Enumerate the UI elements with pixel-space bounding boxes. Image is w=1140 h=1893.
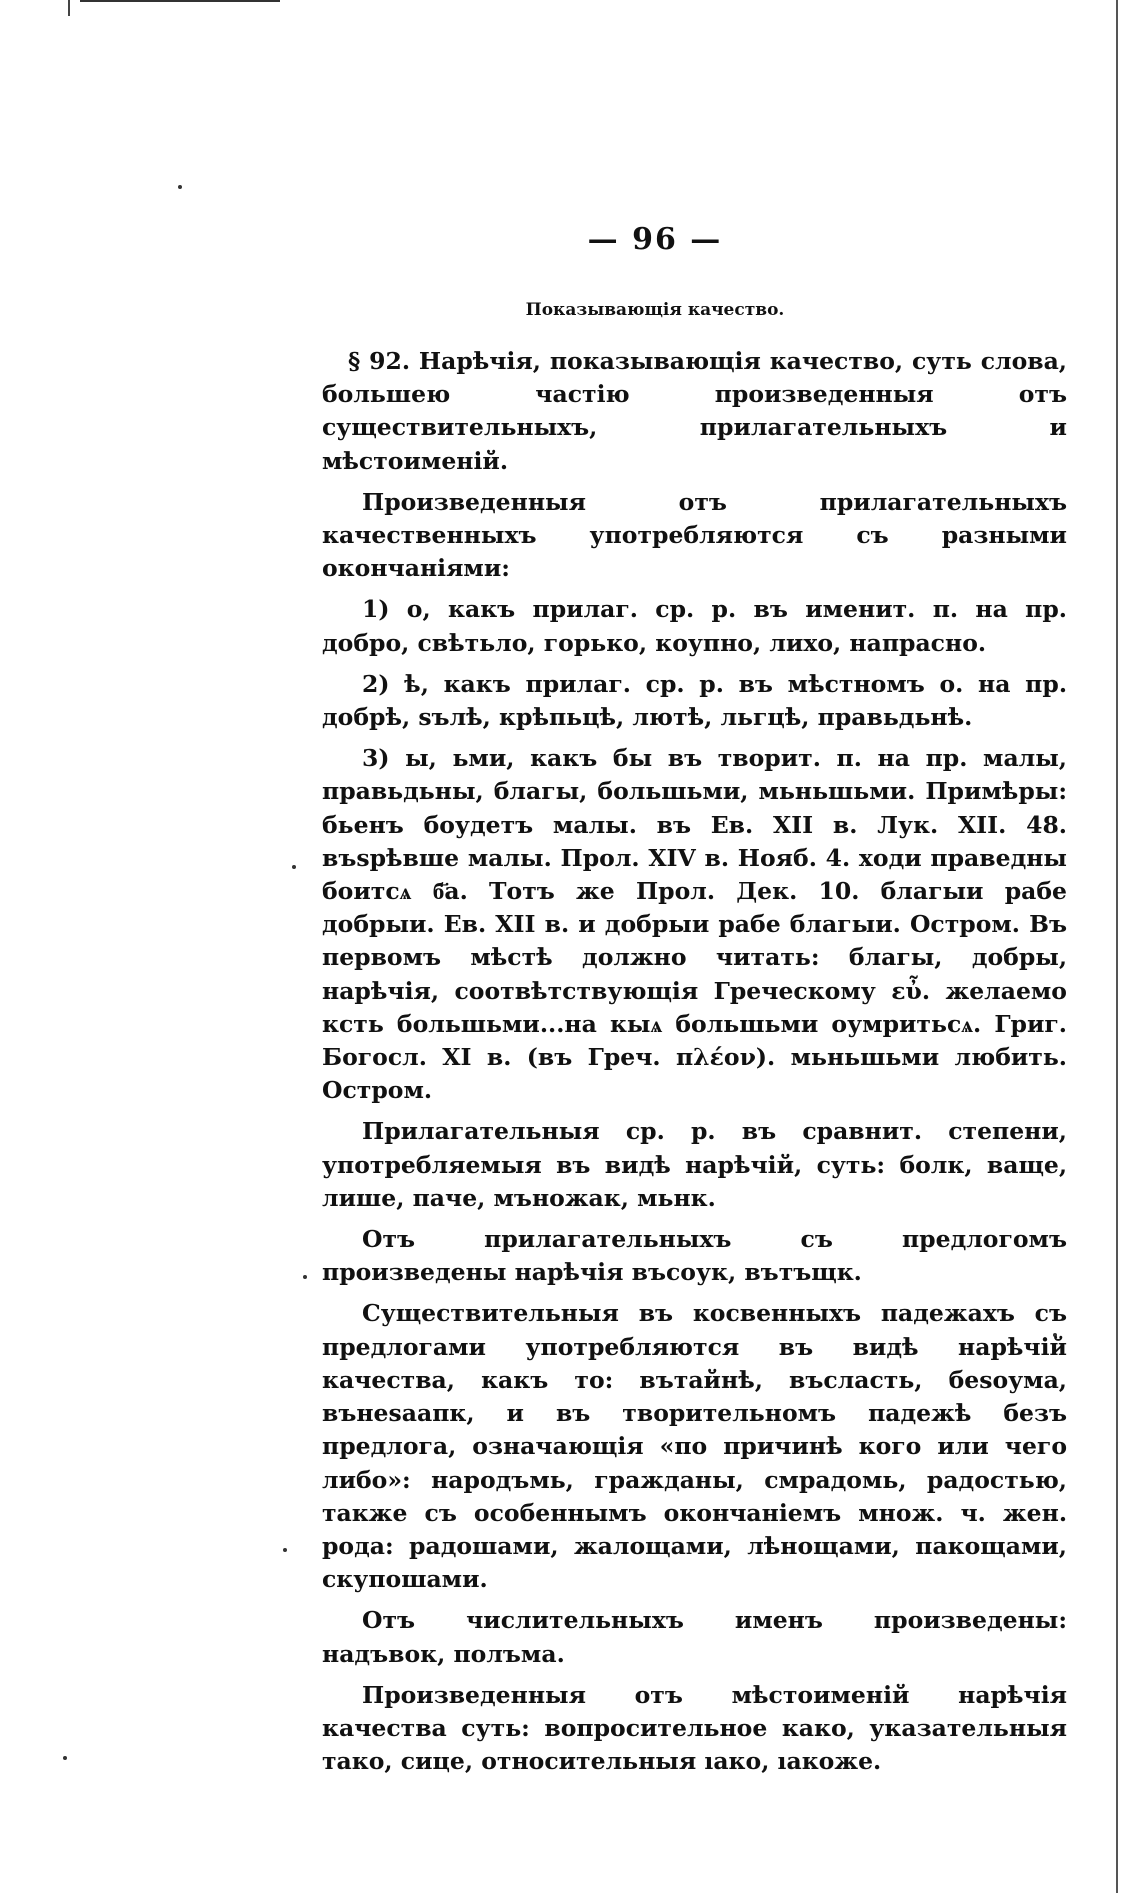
scan-speck: [178, 185, 182, 189]
scan-speck: [63, 1756, 67, 1760]
body-text: [322, 345, 1067, 1786]
paragraph: Прилагательныя ср. р. въ сравнит. степени, употребляемыя въ видѣ нарѣчій, суть: болк, ваще, лише, паче, мъножак, мьнк.: [322, 1117, 1067, 1212]
paragraph: Существительныя въ косвенныхъ падежахъ съ предлогами употребляются въ видѣ нарѣчій качества, какъ то: вътайнѣ, въсласть, беѕоума, вънеѕаапк, и въ творительномъ падежѣ безъ предлога, означающія «по причинѣ кого или чего либо»: народъмь, граждaны, смрадомь, радостью, также съ особеннымъ окончаніемъ множ. ч. жен. рода: радошами, жалощами, лѣнощами, пакощами, скупошами.: [322, 1299, 1067, 1594]
paragraph: Произведенныя отъ прилагательныхъ качественныхъ употребляются съ разными окончаніями:: [322, 487, 1067, 583]
scan-top-rule: [80, 0, 280, 2]
scan-left-mark: [68, 0, 70, 16]
paragraph: Отъ числительныхъ именъ произведены: надъвок, полъма.: [322, 1606, 1067, 1668]
section-heading: Показывающія качество.: [525, 300, 785, 320]
paragraph-ending-2: 2) ѣ, какъ прилаг. ср. р. въ мѣстномъ о. на пр. добрѣ, ѕълѣ, крѣпьцѣ, лютѣ, льгцѣ, правьдьнѣ.: [322, 669, 1067, 732]
paragraph: Отъ прилагательныхъ съ предлогомъ произведены нарѣчія въсоук, вътъщк.: [322, 1225, 1067, 1287]
scan-speck: [283, 1548, 287, 1552]
scan-right-edge: [1116, 0, 1118, 1893]
paragraph-ending-1: 1) о, какъ прилаг. ср. р. въ именит. п. на пр. добро, свѣтьло, горько, коупно, лихо, напрасно.: [322, 595, 1067, 657]
scan-speck: [292, 865, 296, 869]
page-number: — 96 —: [587, 222, 723, 257]
scan-speck: [303, 1275, 307, 1279]
paragraph: Произведенныя отъ мѣстоименій нарѣчія качества суть: вопросительное како, указательныя тако, сице, относительныя ıако, ıакоже.: [322, 1680, 1067, 1776]
paragraph-92: § 92. Нарѣчія, показывающія качество, суть слова, большею частію произведенныя отъ существительныхъ, прилагательныхъ и мѣстоименій.: [322, 347, 1067, 475]
paragraph-ending-3: 3) ы, ьми, какъ бы въ творит. п. на пр. малы, правьдьны, благы, большьми, мьньшьми. Примѣры: бьенъ боудетъ малы. въ Ев. XII в. Лук. XII. 48. въѕрѣвше малы. Прол. XIV в. Нояб. 4. ходи праведны боитсѧ б҃а. Тотъ же Прол. Дек. 10. благыи рабе добрыи. Ев. XII в. и добрыи рабе благыи. Остром. Въ первомъ мѣстѣ должно читать: благы, добры, нарѣчія, соотвѣтствующія Греческому εὖ. желаемо ксть большьми...на кыѧ большьми оумритьсѧ. Григ. Богосл. XI в. (въ Греч. πλέον). мьньшьми любить. Остром.: [322, 744, 1067, 1105]
